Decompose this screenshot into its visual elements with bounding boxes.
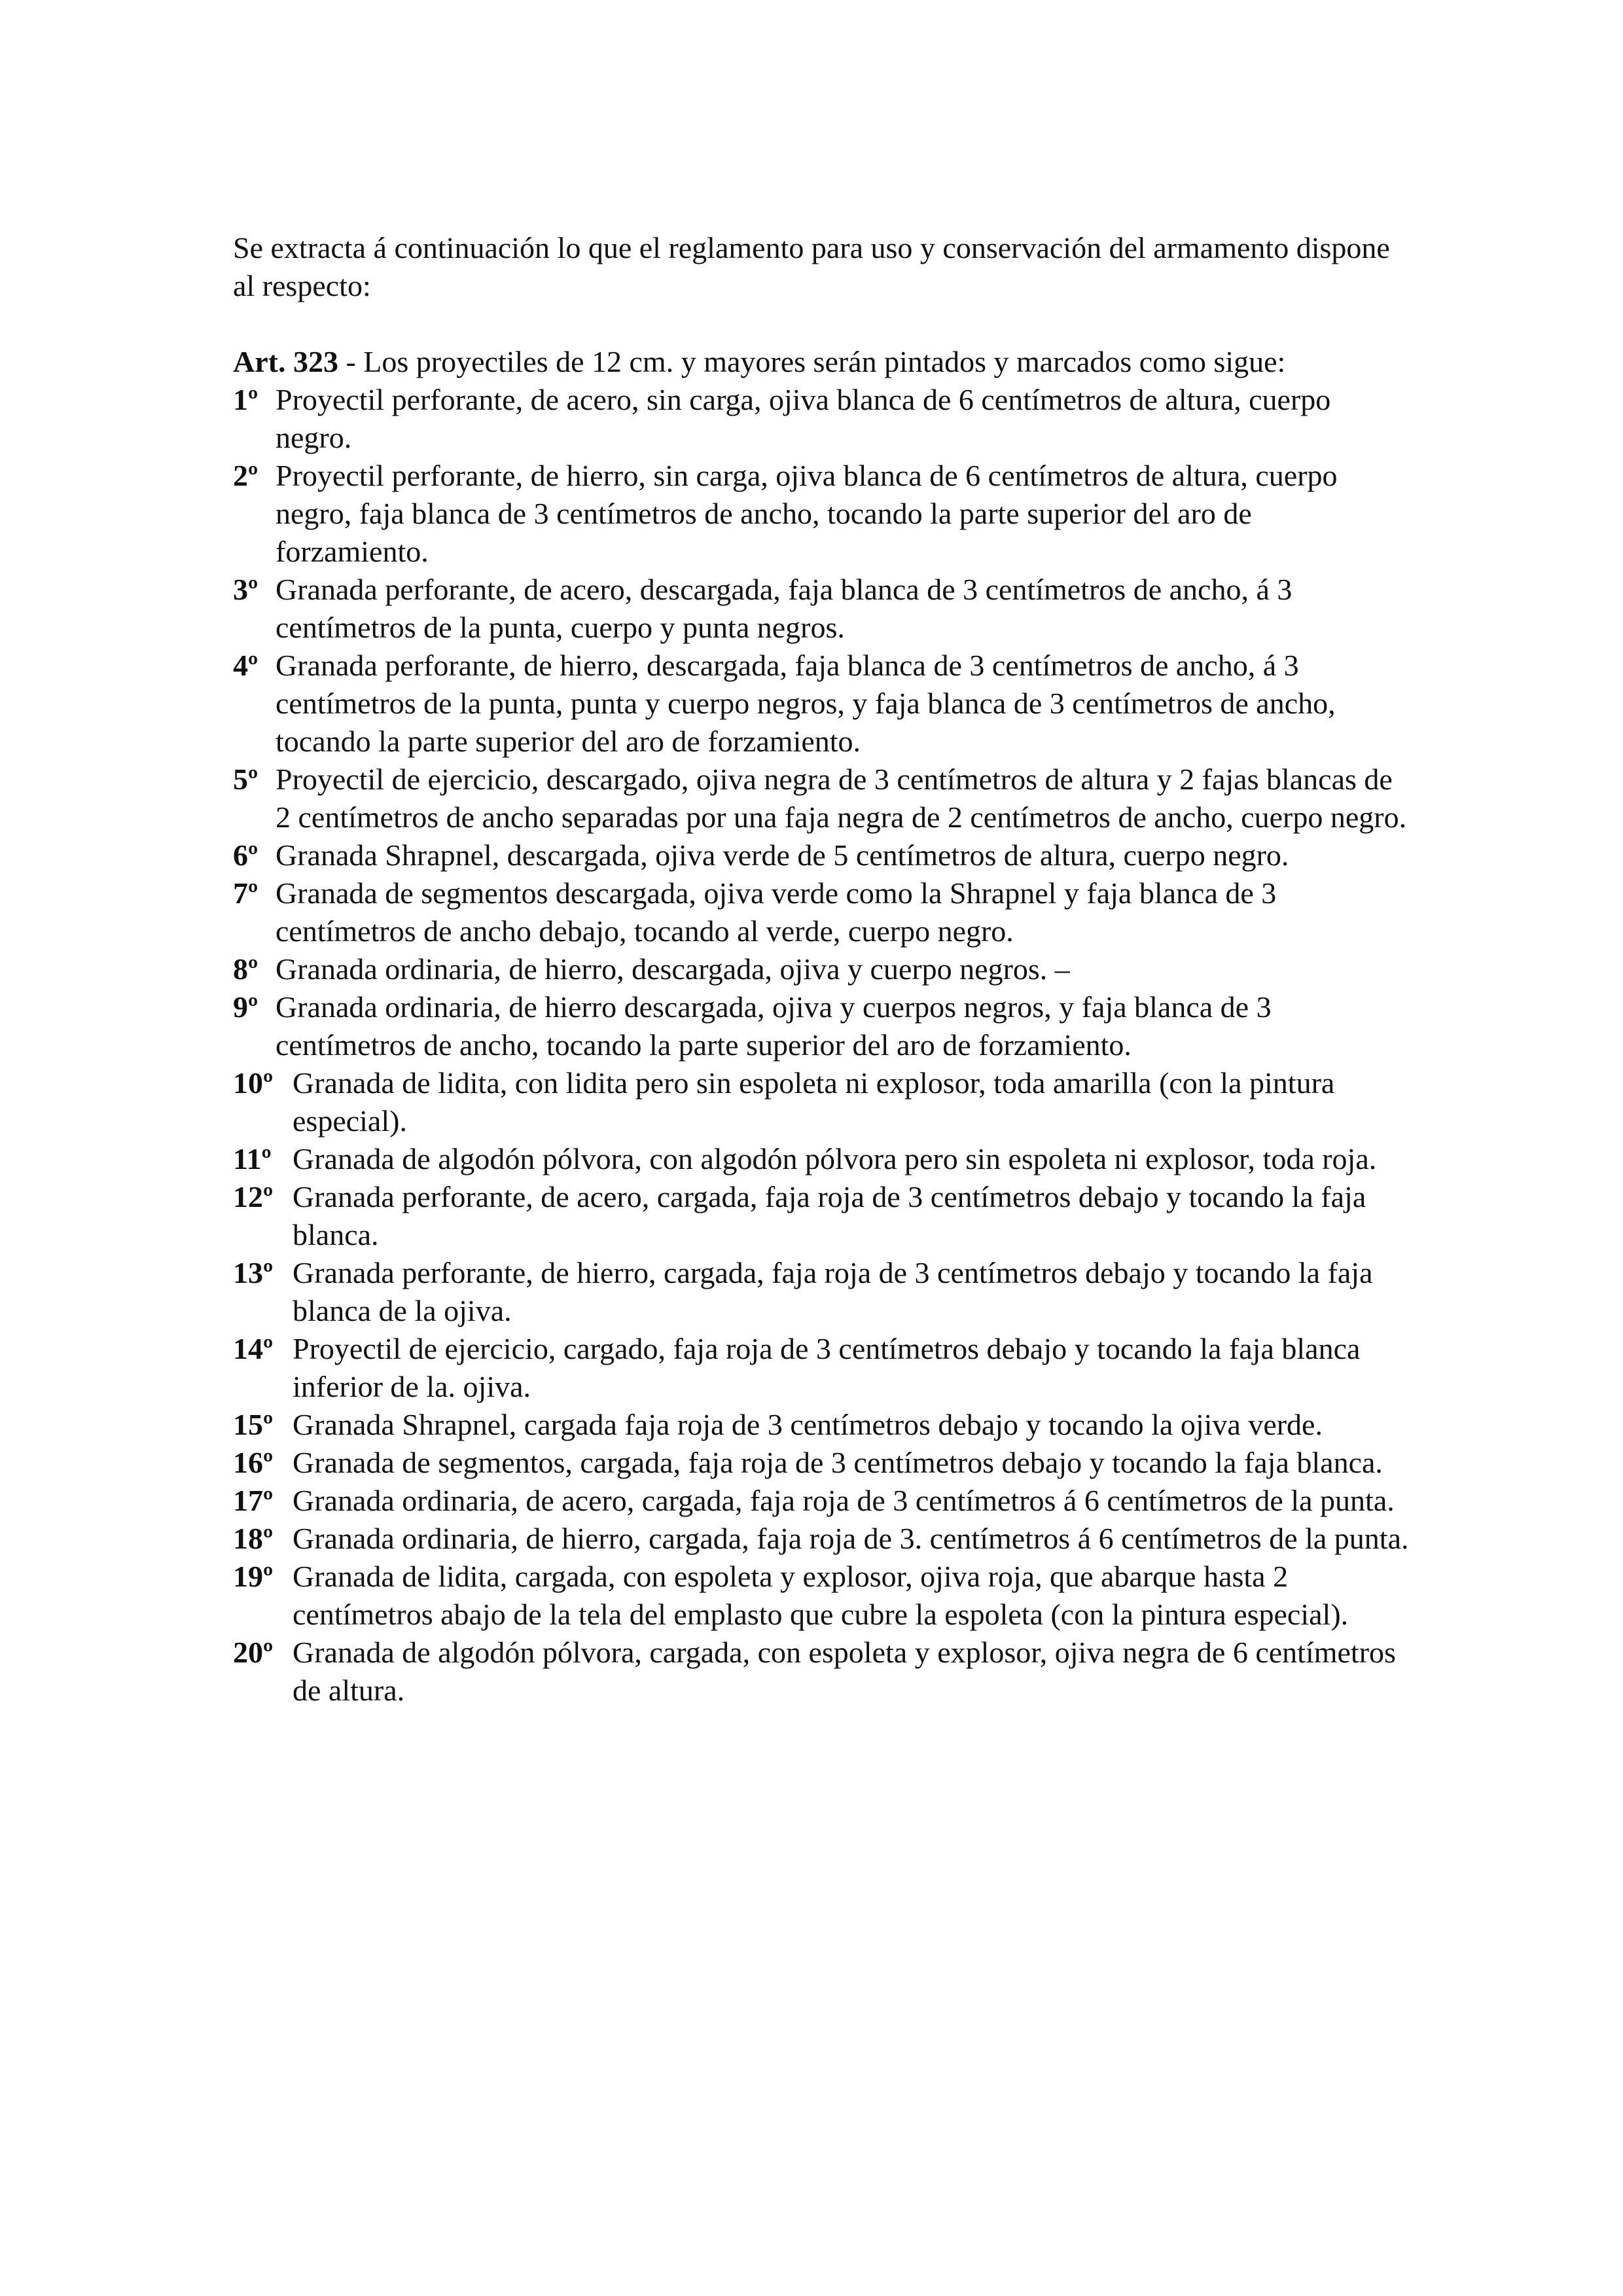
list-item-17 <box>233 1482 1411 1520</box>
list-item-9 <box>233 988 1411 1064</box>
intro-paragraph: Se extracta á continuación lo que el reglamento para uso y conservación del armamento dispone al respecto: <box>233 231 1390 302</box>
list-item-text: Granada ordinaria, de hierro, descargada, ojiva y cuerpo negros. – <box>276 952 1070 986</box>
list-item-number: 3º <box>233 573 259 606</box>
list-item-11 <box>233 1140 1411 1178</box>
list-item-text: Granada de segmentos descargada, ojiva verde como la Shrapnel y faja blanca de 3 centímetros de ancho debajo, tocando al verde, cuerpo negro. <box>276 876 1277 948</box>
list-item-7 <box>233 874 1411 950</box>
list-item-text: Granada de algodón pólvora, con algodón pólvora pero sin espoleta ni explosor, toda roja. <box>293 1142 1377 1175</box>
list-item-14 <box>233 1330 1411 1406</box>
list-item-number: 10º <box>233 1066 274 1100</box>
list-item-number: 8º <box>233 952 259 986</box>
list-item-text: Proyectil de ejercicio, descargado, ojiva negra de 3 centímetros de altura y 2 fajas blancas de 2 centímetros de ancho separadas por una faja negra de 2 centímetros de ancho, cuerpo negro. <box>276 762 1407 834</box>
list-item-number: 14º <box>233 1332 274 1365</box>
list-item-text: Proyectil perforante, de acero, sin carga, ojiva blanca de 6 centímetros de altura, cuerpo negro. <box>276 383 1331 454</box>
list-item-number: 4º <box>233 649 259 682</box>
list-item-6 <box>233 836 1411 874</box>
list-item-number: 11º <box>233 1142 272 1175</box>
list-item-8 <box>233 950 1411 988</box>
list-item-4 <box>233 647 1411 761</box>
list-item-text: Granada de lidita, con lidita pero sin espoleta ni explosor, toda amarilla (con la pintura especial). <box>293 1066 1335 1138</box>
list-item-text: Proyectil perforante, de hierro, sin carga, ojiva blanca de 6 centímetros de altura, cuerpo negro, faja blanca de 3 centímetros de ancho, tocando la parte superior del aro de forzamiento. <box>276 459 1338 568</box>
list-item-text: Granada perforante, de hierro, descargada, faja blanca de 3 centímetros de ancho, á 3 centímetros de la punta, punta y cuerpo negros, y faja blanca de 3 centímetros de ancho, tocando la parte superior del aro de forzamiento. <box>276 649 1336 758</box>
list-item-number: 16º <box>233 1446 274 1479</box>
list-item-number: 9º <box>233 990 259 1024</box>
list-item-text: Granada ordinaria, de acero, cargada, faja roja de 3 centímetros á 6 centímetros de la punta. <box>293 1484 1395 1517</box>
list-item-3 <box>233 571 1411 647</box>
list-item-number: 6º <box>233 838 259 872</box>
list-item-1 <box>233 381 1411 457</box>
list-item-number: 5º <box>233 762 259 796</box>
list-item-number: 12º <box>233 1180 274 1213</box>
list-item-19 <box>233 1558 1411 1634</box>
list-item-number: 2º <box>233 459 259 492</box>
article-text: - Los proyectiles de 12 cm. y mayores serán pintados y marcados como sigue: <box>338 345 1286 378</box>
list-item-16 <box>233 1444 1411 1482</box>
list-item-text: Granada Shrapnel, cargada faja roja de 3 centímetros debajo y tocando la ojiva verde. <box>293 1408 1323 1441</box>
list-item-number: 1º <box>233 383 259 416</box>
list-item-number: 18º <box>233 1522 274 1555</box>
list-item-text: Granada de lidita, cargada, con espoleta y explosor, ojiva roja, que abarque hasta 2 centímetros abajo de la tela del emplasto que cubre la espoleta (con la pintura especial). <box>293 1560 1349 1631</box>
list-item-2 <box>233 457 1411 571</box>
list-item-text: Granada ordinaria, de hierro, cargada, faja roja de 3. centímetros á 6 centímetros de la punta. <box>293 1522 1409 1555</box>
list-item-number: 17º <box>233 1484 274 1517</box>
list-item-text: Granada Shrapnel, descargada, ojiva verde de 5 centímetros de altura, cuerpo negro. <box>276 838 1289 872</box>
list-item-5 <box>233 761 1411 836</box>
article-heading <box>233 343 1411 381</box>
list-item-text: Proyectil de ejercicio, cargado, faja roja de 3 centímetros debajo y tocando la faja blanca inferior de la. ojiva. <box>293 1332 1361 1403</box>
list-item-text: Granada perforante, de hierro, cargada, faja roja de 3 centímetros debajo y tocando la faja blanca de la ojiva. <box>293 1256 1373 1327</box>
list-item-number: 19º <box>233 1560 274 1593</box>
list-item-number: 15º <box>233 1408 274 1441</box>
list-item-text: Granada perforante, de acero, descargada, faja blanca de 3 centímetros de ancho, á 3 centímetros de la punta, cuerpo y punta negros. <box>276 573 1293 644</box>
list-item-10 <box>233 1064 1411 1140</box>
list-item-number: 20º <box>233 1636 274 1669</box>
article-label: Art. 323 <box>233 345 338 378</box>
document-page <box>233 229 1411 1710</box>
list-item-text: Granada ordinaria, de hierro descargada, ojiva y cuerpos negros, y faja blanca de 3 centímetros de ancho, tocando la parte superior del aro de forzamiento. <box>276 990 1272 1062</box>
list-item-20 <box>233 1634 1411 1710</box>
list-item-13 <box>233 1254 1411 1330</box>
list-item-text: Granada de segmentos, cargada, faja roja de 3 centímetros debajo y tocando la faja blanca. <box>293 1446 1383 1479</box>
list-item-12 <box>233 1178 1411 1254</box>
list-item-text: Granada de algodón pólvora, cargada, con espoleta y explosor, ojiva negra de 6 centímetros de altura. <box>293 1636 1396 1707</box>
list-item-number: 13º <box>233 1256 274 1289</box>
list-item-15 <box>233 1406 1411 1444</box>
list-item-text: Granada perforante, de acero, cargada, faja roja de 3 centímetros debajo y tocando la faja blanca. <box>293 1180 1366 1251</box>
list-item-18 <box>233 1520 1411 1558</box>
list-item-number: 7º <box>233 876 259 910</box>
